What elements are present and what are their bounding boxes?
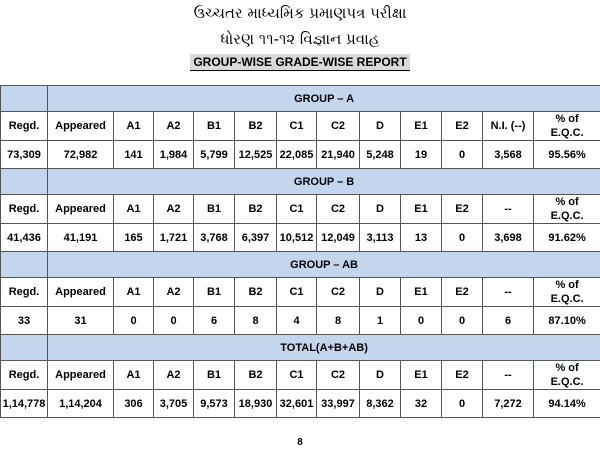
value-cell: 31 [48, 307, 114, 335]
column-header: A2 [154, 278, 194, 307]
value-cell: 3,568 [483, 141, 534, 169]
column-header: N.I. (--) [483, 112, 534, 141]
column-header-eqc-line2: E.Q.C. [550, 127, 584, 139]
value-cell: 7,272 [483, 390, 534, 418]
column-header: C1 [277, 195, 317, 224]
column-header: Appeared [48, 361, 114, 390]
column-header: Appeared [48, 195, 114, 224]
column-header-row [1, 278, 600, 307]
column-header: E1 [401, 361, 442, 390]
column-header: C2 [317, 112, 360, 141]
column-header: -- [483, 278, 534, 307]
value-cell: 0 [442, 390, 483, 418]
column-header-eqc-line1: % of [555, 196, 579, 208]
column-header-row [1, 195, 600, 224]
value-cell: 3,113 [360, 224, 401, 252]
column-header: B2 [235, 278, 277, 307]
value-cell: 5,248 [360, 141, 401, 169]
values-row [1, 141, 600, 169]
value-cell: 73,309 [1, 141, 48, 169]
value-cell: 21,940 [317, 141, 360, 169]
column-header: A1 [114, 278, 154, 307]
column-header: A2 [154, 195, 194, 224]
value-cell: 3,705 [154, 390, 194, 418]
column-header: E1 [401, 278, 442, 307]
values-row [1, 390, 600, 418]
column-header [534, 112, 600, 141]
column-header: B2 [235, 112, 277, 141]
value-cell: 0 [442, 141, 483, 169]
group-name: TOTAL(A+B+AB) [48, 335, 600, 361]
group-header-row [1, 252, 600, 278]
column-header: C2 [317, 195, 360, 224]
value-cell: 12,525 [235, 141, 277, 169]
value-cell: 0 [154, 307, 194, 335]
exam-title: ઉચ્ચતર માધ્યમિક પ્રમાણપત્ર પરીક્ષા [193, 4, 407, 22]
value-cell: 72,982 [48, 141, 114, 169]
value-cell: 3,768 [194, 224, 235, 252]
group-name: GROUP – AB [48, 252, 600, 278]
group-name: GROUP – A [48, 86, 600, 112]
column-header [534, 195, 600, 224]
value-cell: 12,049 [317, 224, 360, 252]
column-header: E2 [442, 361, 483, 390]
value-cell: 9,573 [194, 390, 235, 418]
column-header-eqc-line1: % of [555, 113, 579, 125]
column-header: C2 [317, 361, 360, 390]
column-header: C1 [277, 112, 317, 141]
column-header: -- [483, 195, 534, 224]
column-header: C1 [277, 278, 317, 307]
value-cell: 6,397 [235, 224, 277, 252]
group-header-blank [1, 252, 48, 278]
value-cell: 41,191 [48, 224, 114, 252]
column-header: C2 [317, 278, 360, 307]
value-cell: 13 [401, 224, 442, 252]
column-header: E2 [442, 195, 483, 224]
column-header: Appeared [48, 112, 114, 141]
value-cell: 0 [114, 307, 154, 335]
report-title-text: GROUP-WISE GRADE-WISE REPORT [190, 54, 409, 71]
value-cell: 141 [114, 141, 154, 169]
value-cell: 22,085 [277, 141, 317, 169]
value-cell: 8 [235, 307, 277, 335]
value-cell: 33 [1, 307, 48, 335]
column-header: E1 [401, 195, 442, 224]
column-header-row [1, 361, 600, 390]
value-cell: 1,984 [154, 141, 194, 169]
group-header-row [1, 86, 600, 112]
column-header: Regd. [1, 278, 48, 307]
value-cell: 32 [401, 390, 442, 418]
column-header-eqc-line2: E.Q.C. [550, 293, 584, 305]
value-cell: 5,799 [194, 141, 235, 169]
column-header: C1 [277, 361, 317, 390]
value-cell: 8,362 [360, 390, 401, 418]
column-header: D [360, 112, 401, 141]
column-header [534, 361, 600, 390]
column-header: D [360, 361, 401, 390]
column-header: Appeared [48, 278, 114, 307]
value-cell: 32,601 [277, 390, 317, 418]
column-header-eqc-line2: E.Q.C. [550, 210, 584, 222]
column-header-eqc-line1: % of [555, 279, 579, 291]
value-cell: 41,436 [1, 224, 48, 252]
value-cell: 33,997 [317, 390, 360, 418]
value-cell: 1,14,778 [1, 390, 48, 418]
values-row [1, 307, 600, 335]
value-cell: 18,930 [235, 390, 277, 418]
column-header: A1 [114, 195, 154, 224]
group-header-blank [1, 335, 48, 361]
column-header: Regd. [1, 195, 48, 224]
column-header: E2 [442, 112, 483, 141]
value-cell: 94.14% [534, 390, 600, 418]
column-header-eqc-line2: E.Q.C. [550, 376, 584, 388]
group-header-row [1, 169, 600, 195]
column-header-row [1, 112, 600, 141]
value-cell: 1,721 [154, 224, 194, 252]
group-name: GROUP – B [48, 169, 600, 195]
value-cell: 4 [277, 307, 317, 335]
column-header: B1 [194, 112, 235, 141]
value-cell: 0 [401, 307, 442, 335]
column-header: B1 [194, 195, 235, 224]
column-header: A2 [154, 112, 194, 141]
page-number: 8 [297, 437, 303, 448]
value-cell: 8 [317, 307, 360, 335]
values-row [1, 224, 600, 252]
column-header: B2 [235, 195, 277, 224]
value-cell: 3,698 [483, 224, 534, 252]
column-header: A1 [114, 112, 154, 141]
column-header: E2 [442, 278, 483, 307]
column-header-eqc-line1: % of [555, 362, 579, 374]
grade-report-table [0, 85, 600, 418]
group-header-row [1, 335, 600, 361]
value-cell: 19 [401, 141, 442, 169]
value-cell: 0 [442, 224, 483, 252]
group-header-blank [1, 86, 48, 112]
column-header: E1 [401, 112, 442, 141]
value-cell: 306 [114, 390, 154, 418]
value-cell: 1,14,204 [48, 390, 114, 418]
column-header: B2 [235, 361, 277, 390]
column-header: Regd. [1, 112, 48, 141]
column-header: D [360, 195, 401, 224]
group-header-blank [1, 169, 48, 195]
value-cell: 95.56% [534, 141, 600, 169]
value-cell: 0 [442, 307, 483, 335]
value-cell: 6 [194, 307, 235, 335]
stream-title: ધોરણ ૧૧-૧૨ વિજ્ઞાન પ્રવાહ [220, 30, 380, 48]
value-cell: 91.62% [534, 224, 600, 252]
value-cell: 6 [483, 307, 534, 335]
value-cell: 10,512 [277, 224, 317, 252]
column-header [534, 278, 600, 307]
column-header: Regd. [1, 361, 48, 390]
report-title [0, 55, 600, 69]
value-cell: 87.10% [534, 307, 600, 335]
column-header: B1 [194, 278, 235, 307]
column-header: A2 [154, 361, 194, 390]
value-cell: 165 [114, 224, 154, 252]
value-cell: 1 [360, 307, 401, 335]
column-header: D [360, 278, 401, 307]
column-header: -- [483, 361, 534, 390]
column-header: B1 [194, 361, 235, 390]
column-header: A1 [114, 361, 154, 390]
